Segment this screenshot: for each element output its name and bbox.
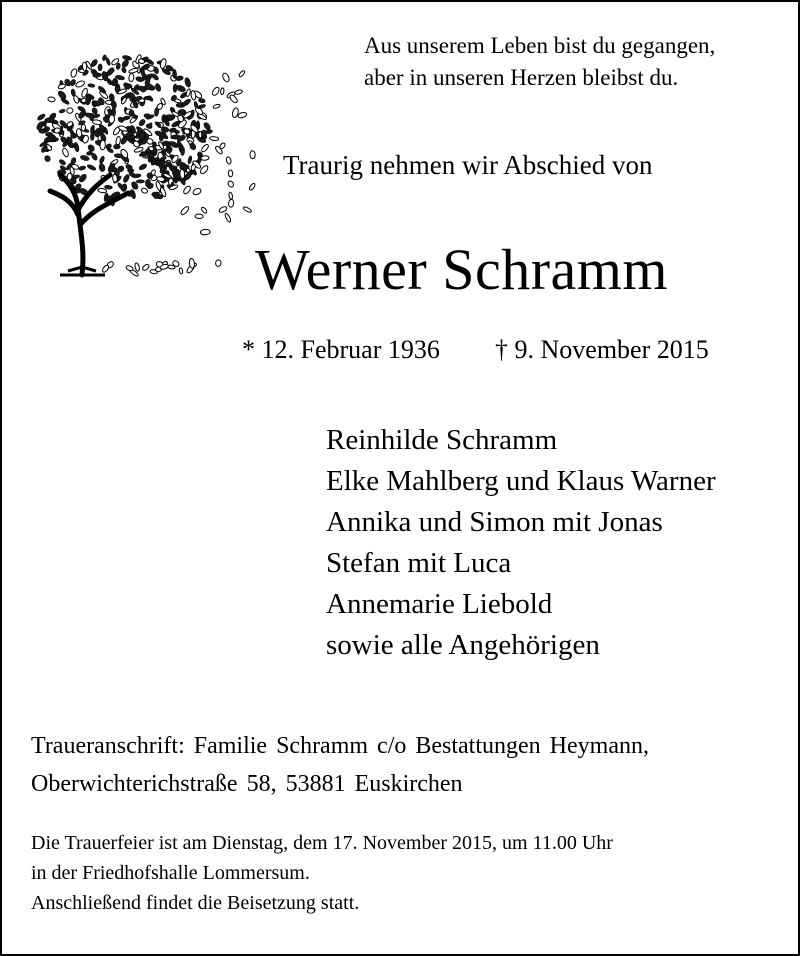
quote-line-2: aber in unseren Herzen bleibst du.	[364, 65, 679, 90]
mourners-list	[326, 420, 716, 666]
service-info	[31, 828, 613, 918]
mourner: Stefan mit Luca	[326, 547, 512, 579]
address-line-1: Traueranschrift: Familie Schramm c/o Bestattungen Heymann,	[31, 733, 649, 759]
intro-text: Traurig nehmen wir Abschied von	[283, 150, 653, 180]
mourner: Annika und Simon mit Jonas	[326, 506, 663, 538]
mourner: sowie alle Angehörigen	[326, 629, 600, 661]
birth-date: * 12. Februar 1936	[242, 335, 440, 364]
mourner: Annemarie Liebold	[326, 588, 553, 620]
mourner: Elke Mahlberg und Klaus Warner	[326, 465, 716, 497]
tree-icon	[30, 35, 265, 280]
service-line-3: Anschließend findet die Beisetzung statt.	[31, 892, 360, 914]
service-line-1: Die Trauerfeier ist am Dienstag, dem 17. November 2015, um 11.00 Uhr	[31, 832, 613, 854]
mourning-address	[31, 727, 649, 803]
quote-line-1: Aus unserem Leben bist du gegangen,	[364, 33, 716, 58]
death-date: † 9. November 2015	[495, 335, 709, 364]
address-line-2: Oberwichterichstraße 58, 53881 Euskirchen	[31, 771, 463, 797]
quote	[364, 30, 774, 94]
service-line-2: in der Friedhofshalle Lommersum.	[31, 862, 310, 884]
mourner: Reinhilde Schramm	[326, 424, 558, 456]
deceased-name: Werner Schramm	[255, 237, 668, 302]
